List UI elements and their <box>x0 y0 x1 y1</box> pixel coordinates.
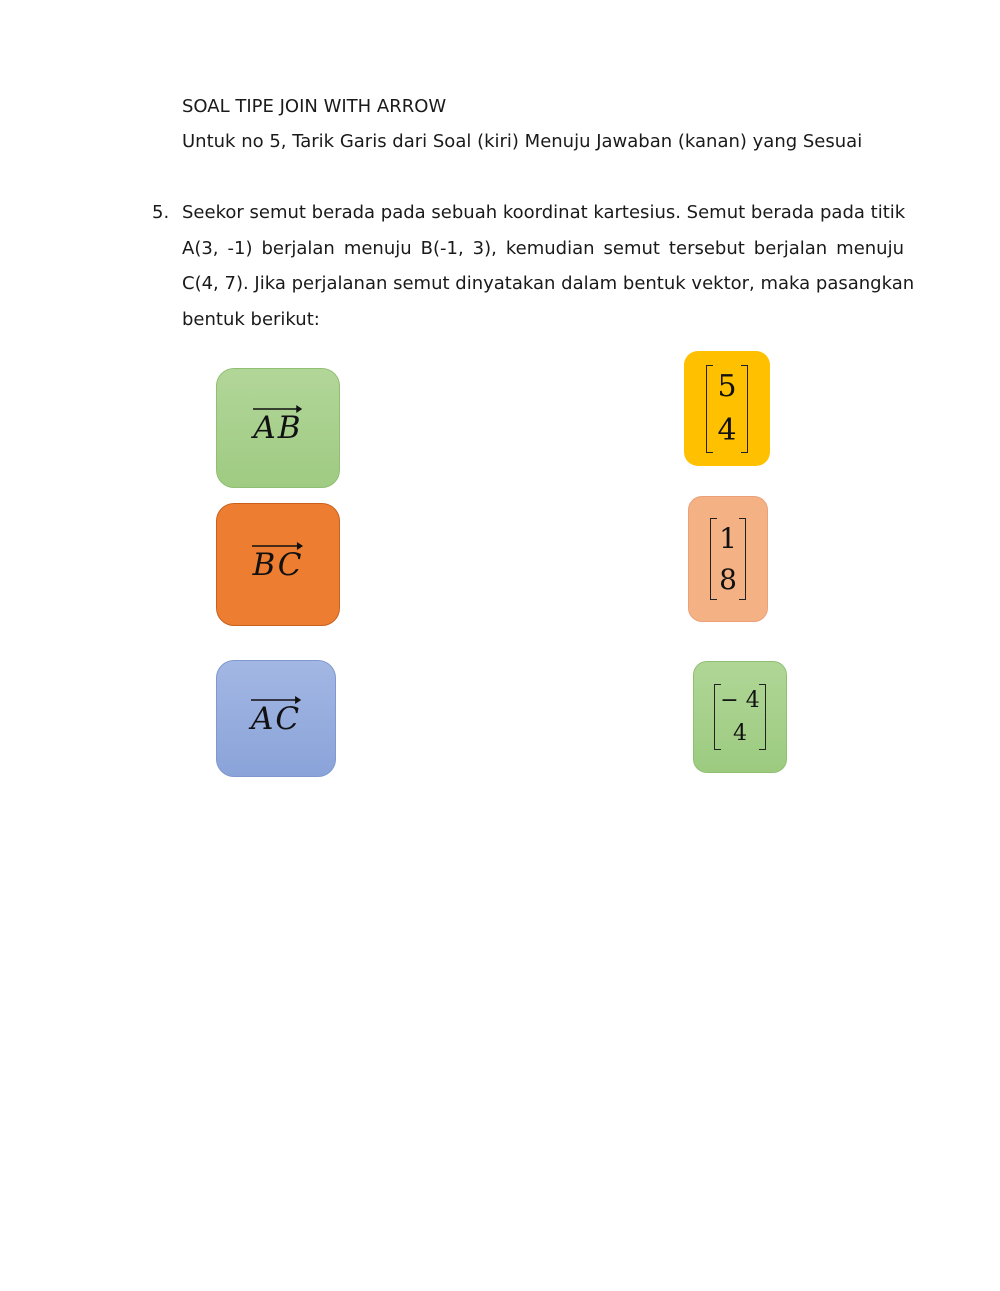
page-title: SOAL TIPE JOIN WITH ARROW <box>182 96 447 117</box>
vector-ac <box>251 701 301 737</box>
question-line-1: Seekor semut berada pada sebuah koordinat kartesius. Semut berada pada titik <box>182 202 906 223</box>
matrix-neg4-4 <box>714 684 766 750</box>
question-line-3: C(4, 7). Jika perjalanan semut dinyatakan dalam bentuk vektor, maka pasangkan <box>182 273 915 294</box>
vector-ab-label: AB <box>253 410 303 446</box>
question-line-4: bentuk berikut: <box>182 309 320 330</box>
right-card-1-8[interactable] <box>688 496 768 622</box>
vector-arrow-icon <box>253 404 302 414</box>
vector-arrow-icon <box>252 541 303 551</box>
left-bracket <box>714 684 721 750</box>
right-bracket <box>741 365 748 453</box>
left-card-ac[interactable] <box>216 660 336 777</box>
matrix-bottom-entry: 4 <box>733 721 747 746</box>
left-bracket <box>710 518 717 600</box>
right-card-neg4-4[interactable] <box>693 661 787 773</box>
instruction-text: Untuk no 5, Tarik Garis dari Soal (kiri) Menuju Jawaban (kanan) yang Sesuai <box>182 131 863 152</box>
vector-bc-label: BC <box>252 546 304 583</box>
right-card-5-4[interactable] <box>684 351 770 466</box>
vector-ab <box>253 410 302 446</box>
left-card-bc[interactable] <box>216 503 340 626</box>
matrix-bottom-entry: 4 <box>717 413 737 448</box>
vector-arrow-icon <box>251 695 301 705</box>
question-line-2: A(3, -1) berjalan menuju B(-1, 3), kemudian semut tersebut berjalan menuju <box>182 238 904 259</box>
matrix-top-entry: − 4 <box>720 688 760 713</box>
matrix-1-8 <box>710 518 746 600</box>
question-number: 5. <box>152 202 170 223</box>
right-bracket <box>739 518 746 600</box>
matrix-5-4 <box>706 365 748 453</box>
matrix-top-entry: 5 <box>717 369 737 404</box>
vector-ac-label: AC <box>250 700 302 737</box>
left-card-ab[interactable] <box>216 368 340 488</box>
right-bracket <box>759 684 766 750</box>
matrix-bottom-entry: 8 <box>719 563 737 596</box>
matrix-top-entry: 1 <box>719 522 737 555</box>
vector-bc <box>252 547 303 583</box>
left-bracket <box>706 365 713 453</box>
